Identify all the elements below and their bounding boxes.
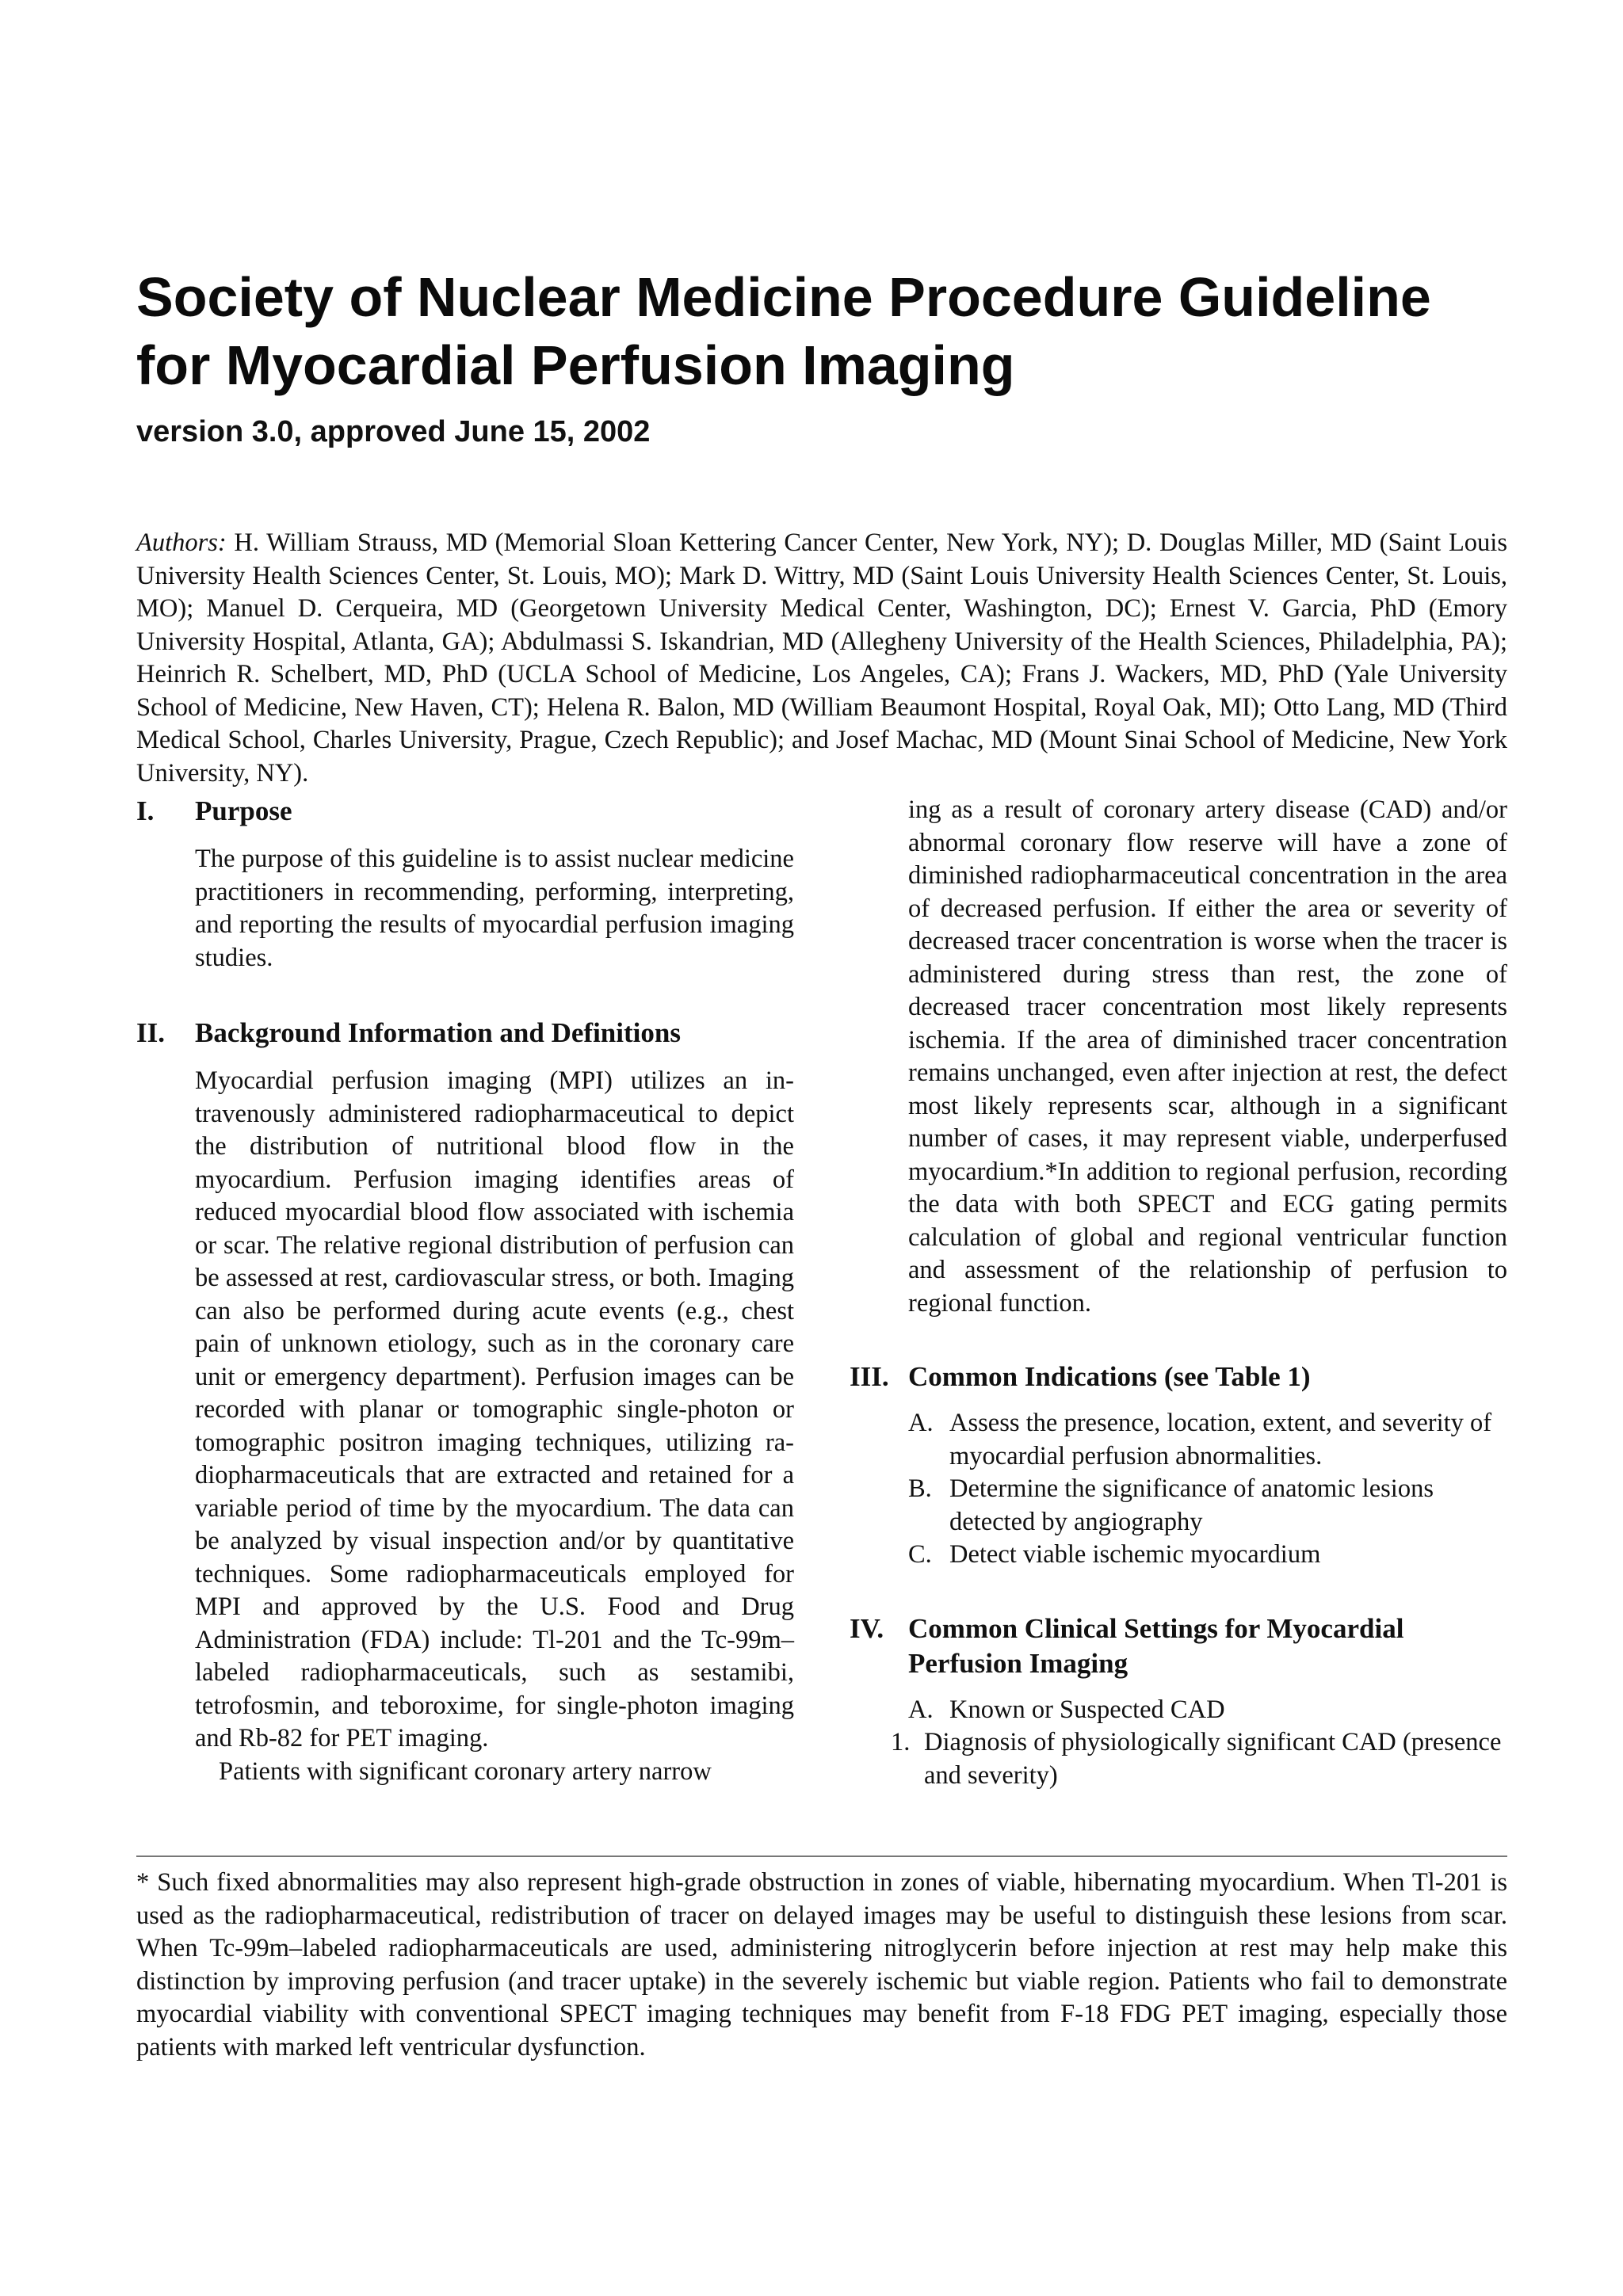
list-item <box>908 1473 1507 1539</box>
spacer <box>850 1572 1507 1611</box>
section-number: III. <box>850 1361 889 1392</box>
document-title: Society of Nuclear Medicine Procedure Guideline for Myocardial Perfusion Imaging <box>136 266 1431 396</box>
list-item <box>908 1407 1507 1473</box>
section-number: I. <box>136 795 155 826</box>
document-version: version 3.0, approved June 15, 2002 <box>136 415 651 448</box>
list-item <box>908 1694 1507 1727</box>
list-item-text: Detect viable ischemic myocardium <box>949 1540 1321 1569</box>
section-heading-purpose <box>136 794 794 829</box>
list-marker: B. <box>908 1474 932 1503</box>
section-number: II. <box>136 1017 165 1048</box>
paragraph-continued: ing as a result of coronary artery disease (CAD) and/or abnormal coronary flow reserve will have a zone of diminished radiopharmaceutical concentration in the area of decreased perfusion. If either the area or severity of decreased tracer concentration is worse when the tracer is administered during stress than rest, the zone of decreased tracer concentration most likely represents ischemia. If the area of diminished tracer concentration remains unchanged, even after injection at rest, the defect most likely represents scar, although in a significant number of cases, it may represent viable, underperfused myocardium.*In addition to regional perfusion, recording the data with both SPECT and ECG gating permits calculation of global and regional ventricular function and assessment of the relationship of perfusion to regional function. <box>908 795 1507 1318</box>
section-heading-background <box>136 1016 794 1051</box>
section-heading-indications <box>850 1360 1507 1394</box>
section-heading-clinical-settings <box>850 1611 1507 1681</box>
list-marker: A. <box>908 1695 934 1724</box>
footnote-divider <box>136 1855 1507 1857</box>
spacer <box>136 974 794 1016</box>
paragraph: The purpose of this guideline is to assist nuclear medicine practitioners in recommending, performing, interpreting, and reporting the results of myocardial perfusion imaging studies. <box>195 845 794 972</box>
paragraph: Myocardial perfusion imaging (MPI) utilizes an intravenously administered radiopharmaceutical to depict the distribution of nutritional blood flow in the myocardium. Perfusion imaging identifies areas of reduced myocardial blood flow associated with ischemia or scar. The relative regional distribution of perfusion can be assessed at rest, cardiovascular stress, or both. Imaging can also be performed during acute events (e.g., chest pain of unknown etiology, such as in the coronary care unit or emergency department). Perfusion images can be recorded with planar or tomographic single-photon or tomographic positron imaging techniques, utilizing radiopharmaceuticals that are extracted and retained for a variable period of time by the myocardium. The data can be analyzed by visual inspection and/or by quantitative techniques. Some radiopharmaceuticals employed for MPI and approved by the U.S. Food and Drug Administration (FDA) include: Tl-201 and the Tc-99m–labeled radiopharmaceuticals, such as sestamibi, tetrofosmin, and teboroxime, for single-photon imaging and Rb-82 for PET imaging. <box>195 1066 794 1753</box>
list-item-text: Determine the significance of anatomic lesions detected by angiography <box>949 1474 1434 1536</box>
section-body-background <box>195 1065 794 1788</box>
section-title: Purpose <box>195 795 292 826</box>
list-item <box>908 1539 1507 1572</box>
list-item-text: Known or Suspected CAD <box>949 1695 1225 1724</box>
section-number: IV. <box>850 1612 884 1644</box>
list-marker: 1. <box>891 1728 911 1756</box>
section-title: Background Information and Definitions <box>195 1017 681 1048</box>
spacer <box>850 1320 1507 1360</box>
list-marker: A. <box>908 1409 934 1437</box>
indications-list <box>908 1407 1507 1572</box>
authors-list: H. William Strauss, MD (Memorial Sloan Kettering Cancer Center, New York, NY); D. Douglas Miller, MD (Saint Louis University Health Sciences Center, St. Louis, MO); Mark D. Wittry, MD (Saint Louis University Health Sciences Center, St. Louis, MO); Manuel D. Cerqueira, MD (Georgetown University Medical Center, Washington, DC); Ernest V. Garcia, PhD (Emory University Hospital, Atlanta, GA); Abdulmassi S. Iskandrian, MD (Allegheny University of the Health Sciences, Philadelphia, PA); Heinrich R. Schelbert, MD, PhD (UCLA School of Medicine, Los Angeles, CA); Frans J. Wackers, MD, PhD (Yale University School of Medicine, New Haven, CT); Helena R. Balon, MD (William Beaumont Hospital, Royal Oak, MI); Otto Lang, MD (Third Medical School, Charles University, Prague, Czech Republic); and Josef Machac, MD (Mount Sinai School of Medicine, New York University, NY). <box>136 528 1507 788</box>
section-title: Common Indications (see Table 1) <box>908 1361 1311 1392</box>
clinical-settings-sublist <box>891 1726 1507 1792</box>
authors-label: Authors: <box>136 528 227 557</box>
list-item-text: Assess the presence, location, extent, and severity of myocardial perfusion abnormalities. <box>949 1409 1492 1470</box>
list-item <box>891 1726 1507 1792</box>
section-body-purpose <box>195 843 794 974</box>
footnote: * Such fixed abnormalities may also represent high-grade obstruction in zones of viable, hibernating myocardium. When Tl-201 is used as the radiopharmaceutical, redistribution of tracer on delayed images may be useful to distinguish these lesions from scar. When Tc-99m–labeled radiopharmaceuticals are used, administering nitroglycerin before injection at rest may help make this distinction by improving perfusion (and tracer uptake) in the severely ischemic but viable region. Patients who fail to demonstrate myocardial viability with conventional SPECT imaging techniques may benefit from F-18 FDG PET imaging, especially those patients with marked left ventricular dysfunction. <box>136 1868 1507 2061</box>
right-column <box>850 794 1507 1792</box>
authors-paragraph <box>136 527 1507 790</box>
list-item-text: Diagnosis of physiologically significant CAD (presence and severity) <box>924 1728 1502 1790</box>
left-column <box>136 794 794 1788</box>
section-title: Common Clinical Settings for Myocardial Perfusion Imaging <box>908 1612 1404 1679</box>
clinical-settings-list <box>908 1694 1507 1727</box>
paragraph: Patients with significant coronary artery narrow <box>219 1756 712 1786</box>
list-marker: C. <box>908 1540 932 1569</box>
